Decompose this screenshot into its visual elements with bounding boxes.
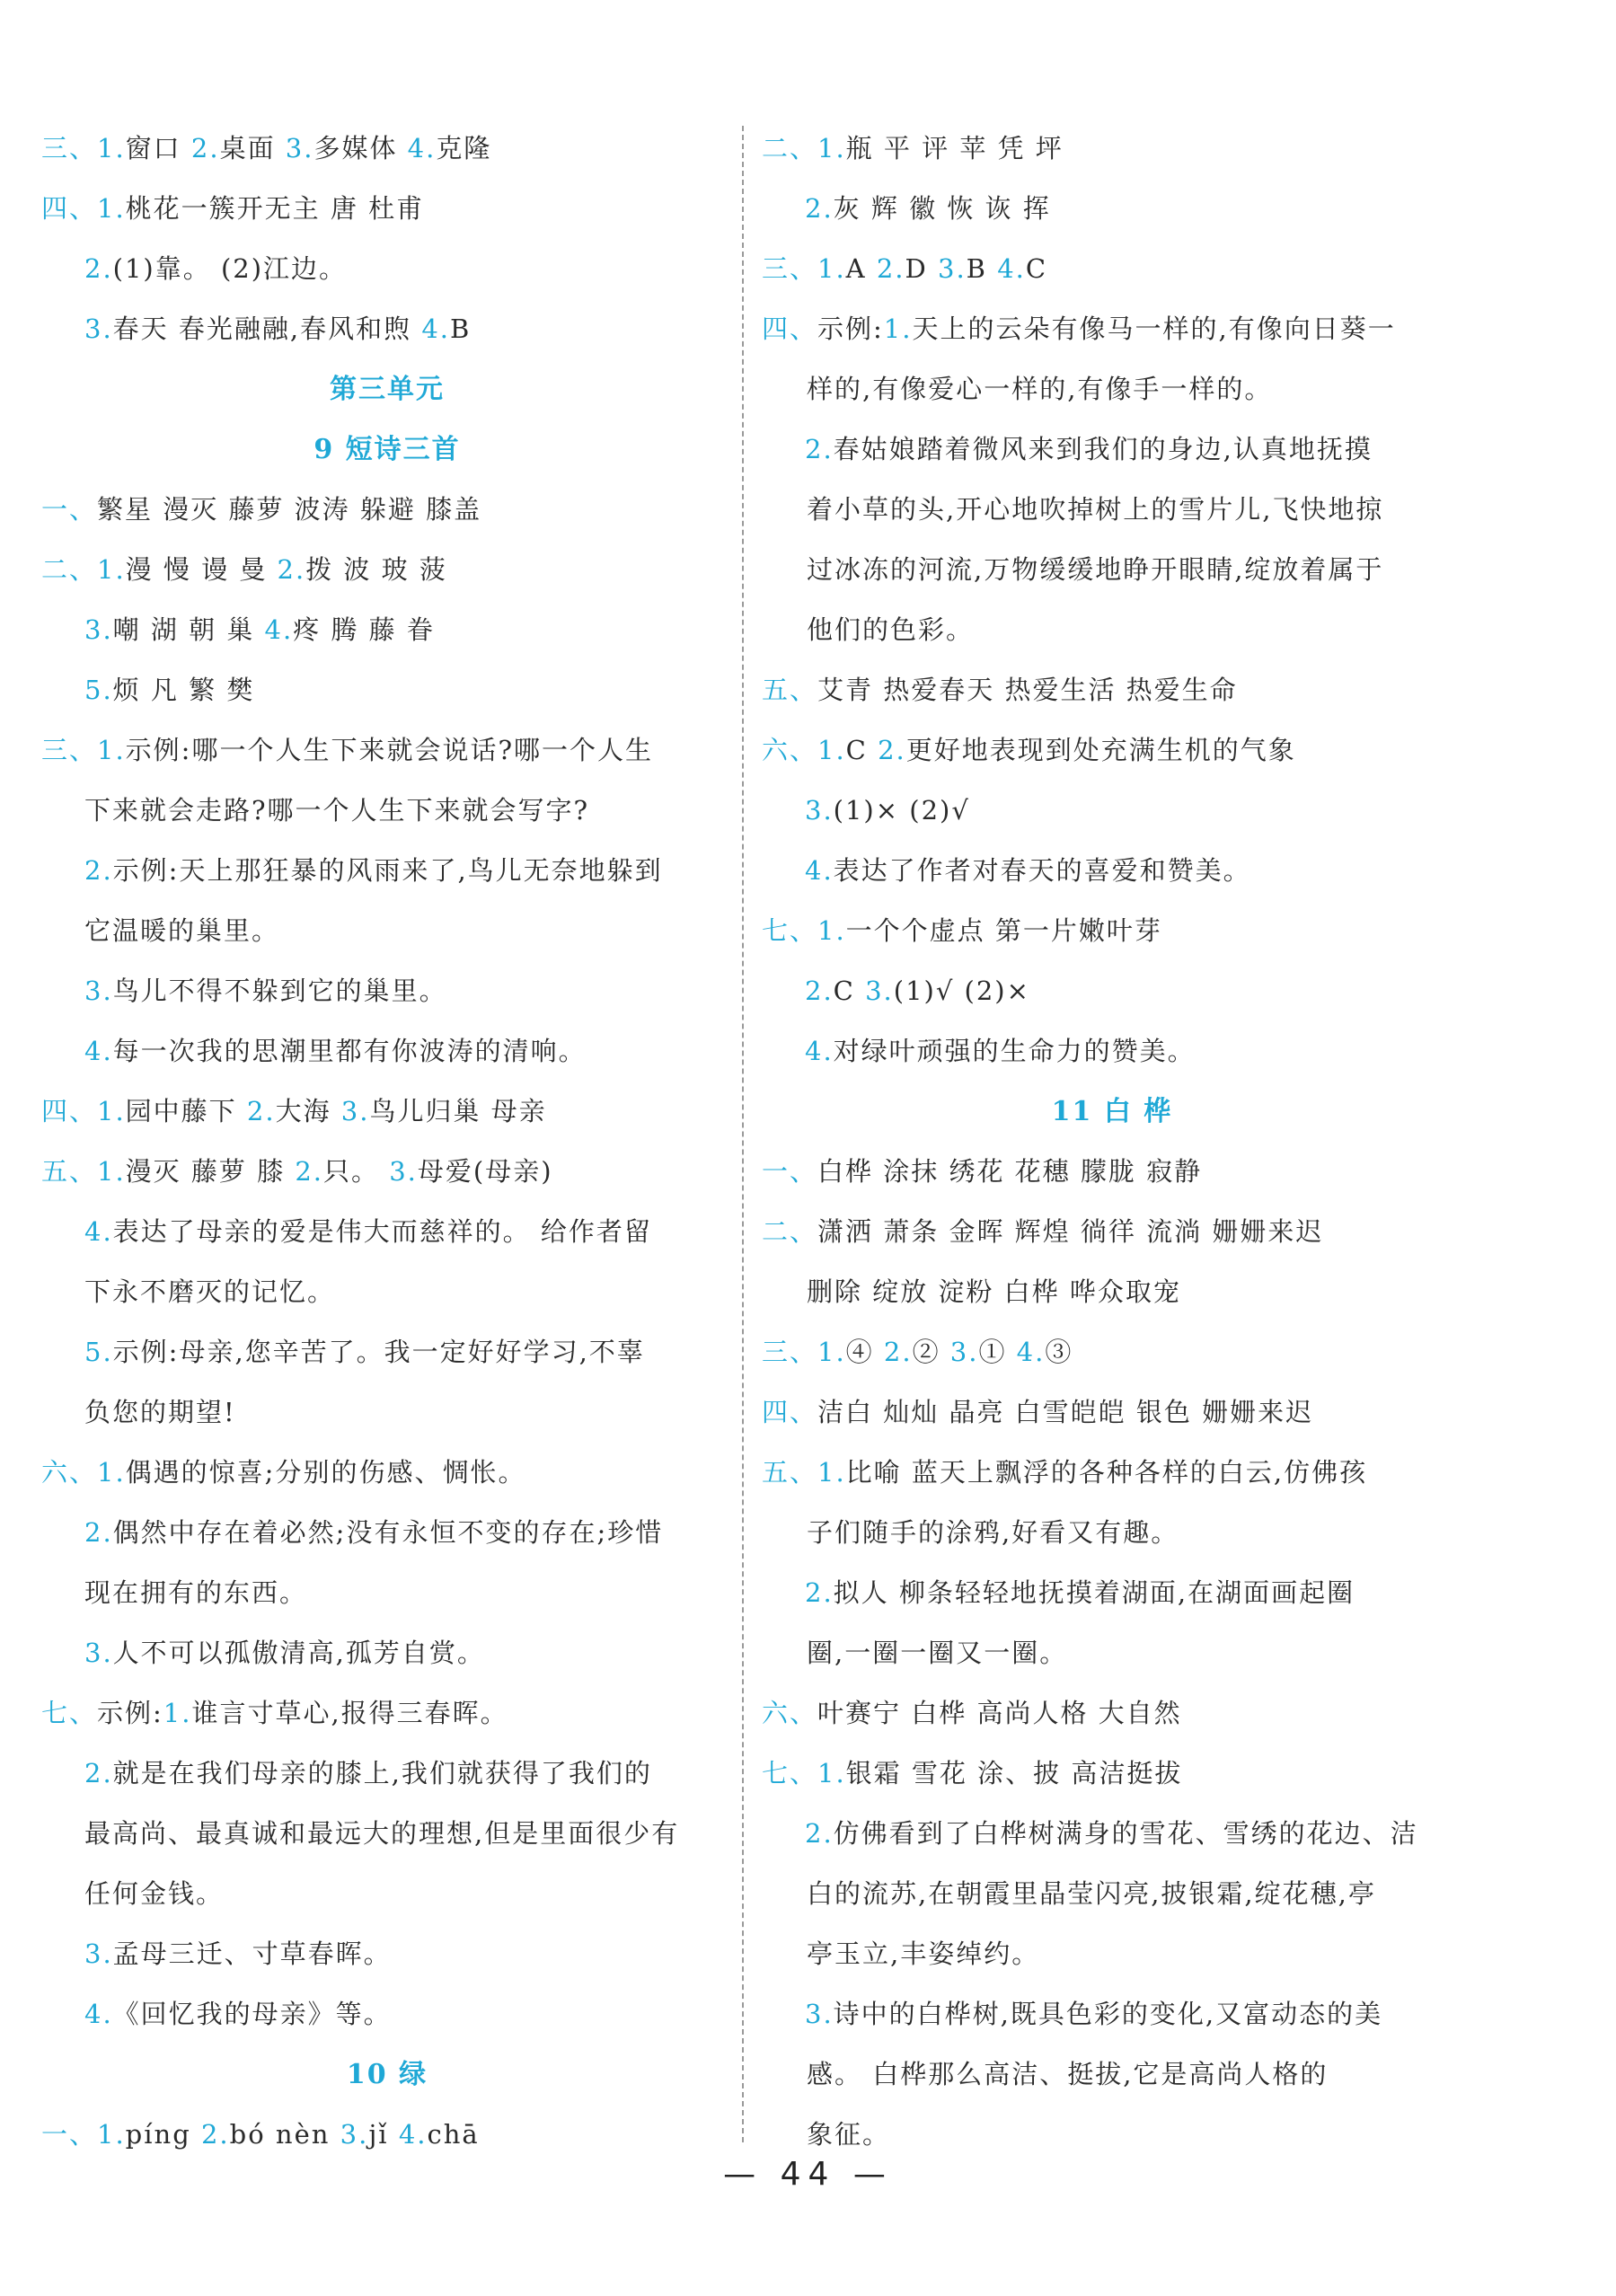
answer-line — [41, 239, 733, 299]
answer-text: 瓶 平 评 苹 凭 坪 — [845, 133, 1064, 163]
answer-text: B — [966, 253, 998, 284]
answer-line — [41, 660, 733, 720]
question-number: 4. — [264, 614, 294, 645]
answer-line — [762, 1322, 1462, 1382]
question-number: 3. — [84, 614, 113, 645]
answer-text: 示例: — [97, 1698, 163, 1728]
question-number: 1. — [883, 313, 913, 344]
question-number: 2. — [878, 735, 906, 765]
answer-text: 诗中的白桦树,既具色彩的变化,又富动态的美 — [833, 1999, 1383, 2029]
answer-line — [762, 1804, 1462, 1864]
answer-text: 象征。 — [807, 2119, 891, 2150]
answer-text: 克隆 — [436, 133, 492, 163]
question-number: 4. — [1016, 1337, 1046, 1367]
answer-line — [762, 1021, 1462, 1082]
answer-text: ③ — [1045, 1337, 1073, 1367]
answer-text: 过冰冻的河流,万物缓缓地睁开眼睛,绽放着属于 — [807, 554, 1384, 585]
answer-line — [41, 841, 733, 901]
answer-text: 偶遇的惊喜;分别的伤感、惆怅。 — [125, 1457, 526, 1488]
question-number: 3. — [84, 1938, 113, 1969]
answer-line — [762, 540, 1462, 600]
answer-text: 洁白 灿灿 晶亮 白雪皑皑 银色 姗姗来迟 — [817, 1397, 1314, 1427]
answer-text: 删除 绽放 淀粉 白桦 哗众取宠 — [807, 1276, 1181, 1307]
section-title-text: 10 绿 — [346, 2059, 428, 2090]
answer-line — [41, 1021, 733, 1082]
answer-text: 天上的云朵有像马一样的,有像向日葵一 — [912, 313, 1396, 344]
answer-text: bó nèn — [229, 2119, 340, 2150]
section-title-text: 11 白 桦 — [1051, 1096, 1173, 1127]
answer-line — [762, 1563, 1462, 1623]
answer-text: 表达了母亲的爱是伟大而慈祥的。 给作者留 — [112, 1216, 652, 1247]
answer-line — [41, 1683, 733, 1744]
question-number: 3. — [865, 976, 894, 1006]
question-number: 2. — [805, 1818, 834, 1849]
answer-line — [41, 480, 733, 540]
answer-line — [762, 119, 1462, 179]
question-number: 4. — [805, 855, 834, 886]
answer-text: 潇洒 萧条 金晖 辉煌 徜徉 流淌 姗姗来迟 — [817, 1216, 1324, 1247]
question-number: 2. — [84, 253, 113, 284]
left-column — [41, 119, 733, 2165]
answer-text: 鸟儿归巢 母亲 — [369, 1096, 547, 1126]
answer-text: 就是在我们母亲的膝上,我们就获得了我们的 — [112, 1758, 652, 1788]
answer-text: 下来就会走路?哪一个人生下来就会写字? — [84, 795, 590, 826]
question-number: 4. — [421, 313, 450, 344]
answer-line — [41, 540, 733, 600]
page-number: — 44 — — [723, 2156, 893, 2193]
question-number: 2. — [805, 434, 834, 464]
right-column — [762, 119, 1462, 2165]
answer-line — [762, 841, 1462, 901]
answer-text: 鸟儿不得不躲到它的巢里。 — [112, 976, 447, 1006]
answer-text: 艾青 热爱春天 热爱生活 热爱生命 — [817, 675, 1238, 705]
answer-line — [41, 1984, 733, 2044]
answer-line — [762, 419, 1462, 480]
question-number: 三、1. — [762, 1337, 846, 1367]
answer-text: 母爱(母亲) — [417, 1156, 553, 1187]
question-number: 六、1. — [41, 1457, 126, 1488]
question-number: 3. — [389, 1156, 418, 1187]
question-number: 3. — [938, 253, 967, 284]
answer-line — [41, 1202, 733, 1262]
answer-line — [762, 781, 1462, 841]
answer-text: 子们随手的涂鸦,好看又有趣。 — [807, 1517, 1179, 1548]
answer-text: 更好地表现到处充满生机的气象 — [905, 735, 1296, 765]
answer-text: A — [845, 253, 877, 284]
answer-line — [41, 1503, 733, 1563]
section-title-text: 第三单元 — [330, 374, 445, 405]
answer-text: 《回忆我的母亲》等。 — [112, 1999, 392, 2029]
answer-line — [762, 1744, 1462, 1804]
question-number: 3. — [340, 2119, 369, 2150]
answer-line — [762, 359, 1462, 419]
answer-text: 示例:母亲,您辛苦了。我一定好好学习,不辜 — [112, 1337, 645, 1367]
answer-text: 园中藤下 — [125, 1096, 247, 1126]
answer-line — [762, 1503, 1462, 1563]
answer-text: 比喻 蓝天上飘浮的各种各样的白云,仿佛孩 — [845, 1457, 1368, 1488]
answer-text: 繁星 漫灭 藤萝 波涛 躲避 膝盖 — [97, 494, 482, 525]
answer-text: 拨 波 玻 菠 — [305, 554, 447, 585]
question-number: 六、1. — [762, 735, 846, 765]
answer-text: 桌面 — [219, 133, 286, 163]
question-number: 3. — [805, 1999, 834, 2029]
answer-text: 下永不磨灭的记忆。 — [84, 1276, 336, 1307]
question-number: 四、 — [762, 313, 818, 344]
answer-line — [41, 901, 733, 961]
question-number: 七、1. — [762, 915, 846, 946]
question-number: 3. — [84, 1638, 113, 1668]
answer-text: ② — [912, 1337, 950, 1367]
question-number: 3. — [285, 133, 314, 163]
answer-line — [41, 1082, 733, 1142]
answer-line — [41, 1322, 733, 1382]
answer-text: ① — [978, 1337, 1017, 1367]
section-title — [41, 2044, 733, 2105]
question-number: 二、1. — [762, 133, 846, 163]
answer-text: 仿佛看到了白桦树满身的雪花、雪绣的花边、洁 — [833, 1818, 1418, 1849]
question-number: 2. — [805, 1577, 834, 1608]
answer-text: 只。 — [323, 1156, 390, 1187]
answer-text: 最高尚、最真诚和最远大的理想,但是里面很少有 — [84, 1818, 680, 1849]
answer-line — [762, 1382, 1462, 1443]
answer-text: jǐ — [368, 2119, 399, 2150]
answer-text: 漫灭 藤萝 膝 — [125, 1156, 296, 1187]
answer-text: 桃花一簇开无主 唐 杜甫 — [125, 193, 425, 224]
answer-line — [762, 1262, 1462, 1322]
question-number: 4. — [407, 133, 437, 163]
question-number: 4. — [997, 253, 1026, 284]
question-number: 4. — [84, 1216, 113, 1247]
answer-line — [41, 1864, 733, 1924]
answer-line — [762, 961, 1462, 1021]
question-number: 2. — [277, 554, 306, 585]
answer-line — [762, 480, 1462, 540]
answer-text: 多媒体 — [313, 133, 408, 163]
question-number: 二、1. — [41, 554, 126, 585]
answer-text: 春天 春光融融,春风和煦 — [112, 313, 422, 344]
answer-text: (1)靠。 (2)江边。 — [112, 253, 348, 284]
question-number: 4. — [398, 2119, 428, 2150]
answer-line — [41, 720, 733, 781]
question-number: 四、1. — [41, 193, 126, 224]
question-number: 三、1. — [41, 735, 126, 765]
question-number: 五、1. — [41, 1156, 126, 1187]
question-number: 2. — [246, 1096, 276, 1126]
answer-line — [41, 781, 733, 841]
answer-line — [41, 1262, 733, 1322]
answer-text: 一个个虚点 第一片嫩叶芽 — [845, 915, 1162, 946]
answer-text: 窗口 — [125, 133, 191, 163]
answer-text: 白的流苏,在朝霞里晶莹闪亮,披银霜,绽花穗,亭 — [807, 1878, 1376, 1909]
answer-line — [762, 1984, 1462, 2044]
question-number: 三、1. — [41, 133, 126, 163]
answer-text: 表达了作者对春天的喜爱和赞美。 — [833, 855, 1251, 886]
answer-text: ④ — [845, 1337, 884, 1367]
answer-text: 春姑娘踏着微风来到我们的身边,认真地抚摸 — [833, 434, 1373, 464]
answer-line — [41, 1623, 733, 1683]
question-number: 1. — [163, 1698, 192, 1728]
column-divider — [742, 126, 744, 2142]
question-number: 2. — [84, 1758, 113, 1788]
question-number: 4. — [84, 1036, 113, 1066]
answer-text: B — [450, 313, 472, 344]
answer-line — [41, 299, 733, 359]
answer-text: píng — [125, 2119, 201, 2150]
section-title — [41, 419, 733, 480]
question-number: 4. — [805, 1036, 834, 1066]
answer-text: 示例:天上那狂暴的风雨来了,鸟儿无奈地躲到 — [112, 855, 663, 886]
question-number: 2. — [295, 1156, 323, 1187]
answer-line — [762, 1924, 1462, 1984]
answer-line — [762, 1623, 1462, 1683]
answer-text: 白桦 涂抹 绣花 花穗 朦胧 寂静 — [817, 1156, 1203, 1187]
answer-line — [762, 720, 1462, 781]
answer-text: 孟母三迁、寸草春晖。 — [112, 1938, 392, 1969]
question-number: 4. — [84, 1999, 113, 2029]
answer-line — [762, 1202, 1462, 1262]
answer-line — [41, 1142, 733, 1202]
question-number: 2. — [883, 1337, 913, 1367]
answer-text: 拟人 柳条轻轻地抚摸着湖面,在湖面画起圈 — [833, 1577, 1355, 1608]
answer-line — [762, 1864, 1462, 1924]
answer-line — [762, 2044, 1462, 2105]
question-number: 3. — [84, 313, 113, 344]
answer-text: 烦 凡 繁 樊 — [112, 675, 255, 705]
answer-line — [41, 1563, 733, 1623]
answer-line — [41, 1744, 733, 1804]
section-title — [41, 359, 733, 419]
answer-text: C — [845, 735, 879, 765]
answer-text: 示例:哪一个人生下来就会说话?哪一个人生 — [125, 735, 653, 765]
section-title — [762, 1082, 1462, 1142]
question-number: 七、 — [41, 1698, 98, 1728]
question-number: 一、1. — [41, 2119, 126, 2150]
answer-line — [762, 1142, 1462, 1202]
answer-text: (1)× (2)√ — [833, 795, 970, 826]
answer-text: 漫 慢 谩 曼 — [125, 554, 278, 585]
answer-line — [41, 1443, 733, 1503]
answer-text: 叶赛宁 白桦 高尚人格 大自然 — [817, 1698, 1182, 1728]
question-number: 四、1. — [41, 1096, 126, 1126]
answer-text: 每一次我的思潮里都有你波涛的清响。 — [112, 1036, 587, 1066]
answer-text: (1)√ (2)× — [893, 976, 1030, 1006]
answer-text: 感。 白桦那么高洁、挺拔,它是高尚人格的 — [807, 2059, 1329, 2089]
question-number: 5. — [84, 675, 113, 705]
answer-line — [762, 1443, 1462, 1503]
answer-text: 亭玉立,丰姿绰约。 — [807, 1938, 1040, 1969]
answer-text: 大海 — [275, 1096, 341, 1126]
answer-line — [762, 901, 1462, 961]
answer-text: 人不可以孤傲清高,孤芳自赏。 — [112, 1638, 485, 1668]
question-number: 一、 — [762, 1156, 818, 1187]
question-number: 3. — [805, 795, 834, 826]
question-number: 六、 — [762, 1698, 818, 1728]
question-number: 3. — [949, 1337, 979, 1367]
answer-text: 现在拥有的东西。 — [84, 1577, 308, 1608]
answer-text: 灰 辉 徽 恢 诙 挥 — [833, 193, 1051, 224]
answer-text: 偶然中存在着必然;没有永恒不变的存在;珍惜 — [112, 1517, 664, 1548]
question-number: 五、 — [762, 675, 818, 705]
answer-text: 银霜 雪花 涂、披 高洁挺拔 — [845, 1758, 1183, 1788]
question-number: 五、1. — [762, 1457, 846, 1488]
question-number: 一、 — [41, 494, 98, 525]
question-number: 七、1. — [762, 1758, 846, 1788]
answer-line — [762, 600, 1462, 660]
question-number: 2. — [805, 193, 834, 224]
answer-text: 着小草的头,开心地吹掉树上的雪片儿,飞快地掠 — [807, 494, 1384, 525]
answer-line — [762, 660, 1462, 720]
answer-text: 他们的色彩。 — [807, 614, 975, 645]
question-number: 3. — [84, 976, 113, 1006]
answer-line — [762, 1683, 1462, 1744]
answer-line — [41, 1924, 733, 1984]
answer-line — [41, 1804, 733, 1864]
answer-line — [762, 179, 1462, 239]
section-title-text: 9 短诗三首 — [313, 434, 461, 465]
answer-text: 谁言寸草心,报得三春晖。 — [191, 1698, 508, 1728]
answer-line — [41, 961, 733, 1021]
answer-text: 任何金钱。 — [84, 1878, 225, 1909]
question-number: 2. — [84, 1517, 113, 1548]
answer-text: 负您的期望! — [84, 1397, 236, 1427]
answer-text: 示例: — [817, 313, 884, 344]
answer-line — [41, 119, 733, 179]
question-number: 2. — [200, 2119, 230, 2150]
question-number: 三、1. — [762, 253, 846, 284]
question-number: 5. — [84, 1337, 113, 1367]
answer-text: 它温暖的巢里。 — [84, 915, 280, 946]
answer-text: D — [905, 253, 938, 284]
question-number: 2. — [84, 855, 113, 886]
question-number: 2. — [805, 976, 834, 1006]
question-number: 四、 — [762, 1397, 818, 1427]
answer-text: C — [833, 976, 866, 1006]
answer-text: 对绿叶顽强的生命力的赞美。 — [833, 1036, 1196, 1066]
question-number: 2. — [190, 133, 220, 163]
answer-text: chā — [427, 2119, 480, 2150]
answer-text: 样的,有像爱心一样的,有像手一样的。 — [807, 374, 1273, 404]
question-number: 二、 — [762, 1216, 818, 1247]
answer-text: 嘲 湖 朝 巢 — [112, 614, 265, 645]
answer-line — [762, 299, 1462, 359]
answer-text: 圈,一圈一圈又一圈。 — [807, 1638, 1068, 1668]
answer-line — [762, 239, 1462, 299]
answer-text: 疼 腾 藤 眷 — [293, 614, 435, 645]
answer-line — [41, 600, 733, 660]
question-number: 3. — [340, 1096, 370, 1126]
answer-line — [41, 1382, 733, 1443]
answer-text: C — [1025, 253, 1048, 284]
question-number: 2. — [876, 253, 905, 284]
answer-line — [41, 179, 733, 239]
